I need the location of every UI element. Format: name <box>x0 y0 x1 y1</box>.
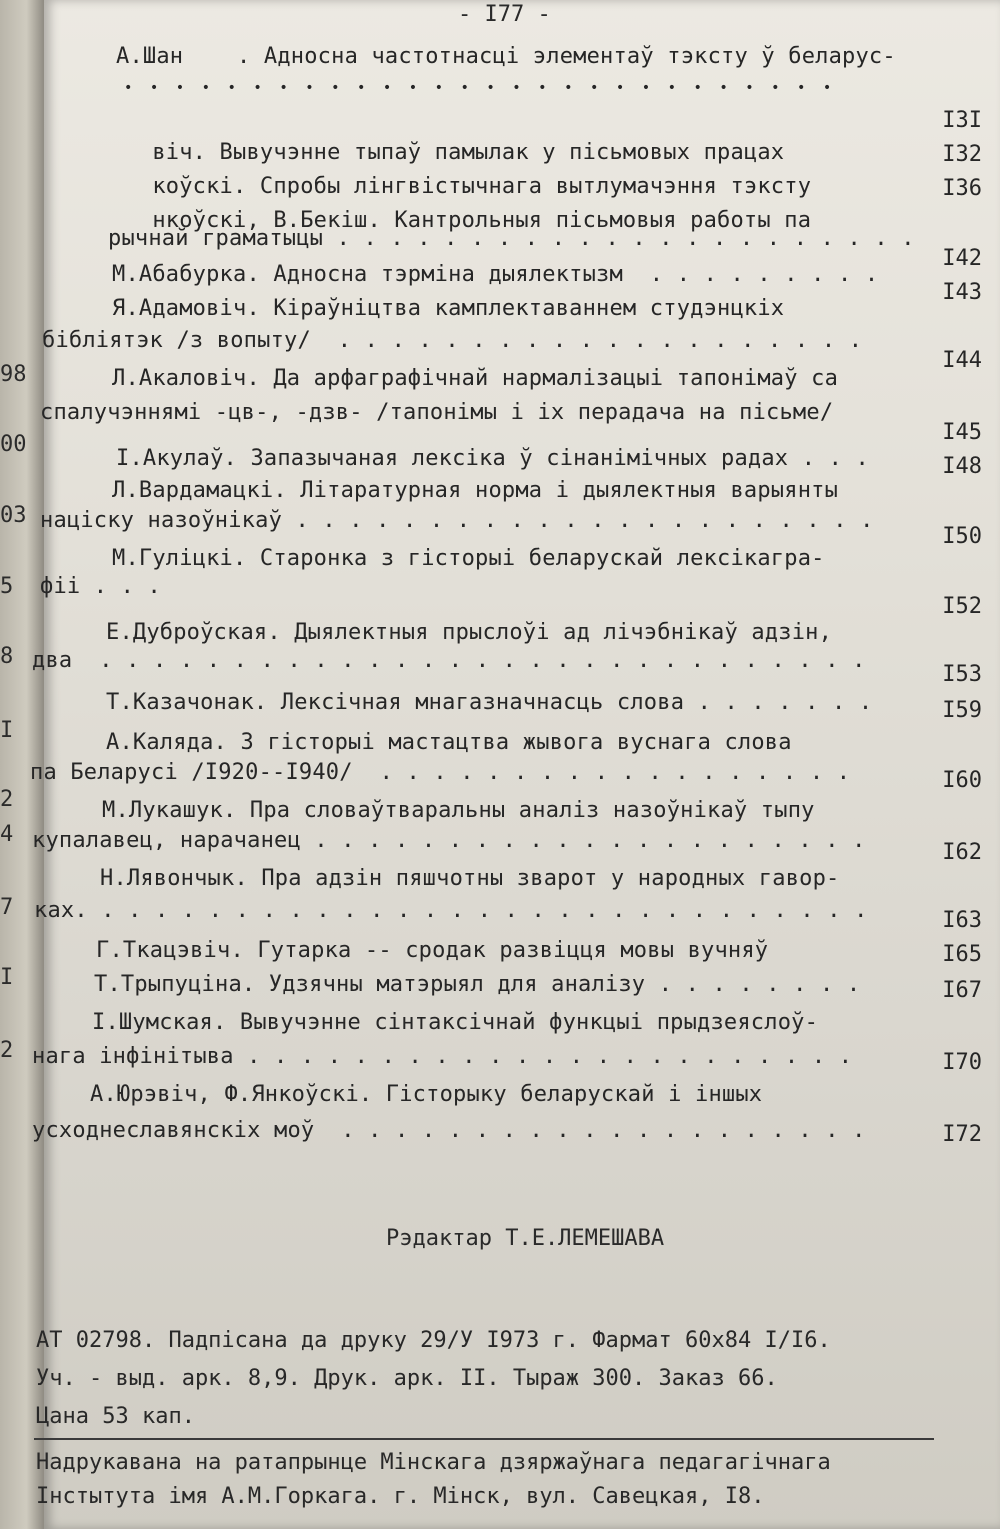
toc-line: бібліятэк /з вопыту/ . . . . . . . . . . . . . . . . . . . . <box>42 328 863 353</box>
toc-line: І.Шумская. Вывучэнне сінтаксічнай функцыі прыдзеяслоў- <box>92 1010 819 1035</box>
toc-page: I48 <box>942 454 982 479</box>
imprint-line: Уч. - выд. арк. 8,9. Друк. арк. II. Тыраж 300. Заказ 66. <box>36 1366 778 1391</box>
toc-line: фіі . . . <box>40 574 162 599</box>
divider-line <box>34 1438 934 1440</box>
margin-number: 2 <box>0 1038 14 1063</box>
toc-page: I50 <box>942 524 982 549</box>
toc-line: Л.Вардамацкі. Літаратурная норма і дыялектныя варыянты <box>112 478 839 503</box>
toc-page: I42 <box>942 246 982 271</box>
toc-line: Н.Лявончык. Пра адзін пяшчотны зварот у народных гавор- <box>100 866 840 891</box>
toc-page: I72 <box>942 1122 982 1147</box>
toc-page: I63 <box>942 908 982 933</box>
page-number: - I77 - <box>458 2 551 27</box>
toc-page: I3I <box>942 108 982 133</box>
imprint-line: АТ 02798. Падпісана да друку 29/У I973 г. Фармат 60x84 I/I6. <box>36 1328 831 1353</box>
toc-page: I59 <box>942 698 982 723</box>
imprint-line: Інстытута імя А.М.Горкага. г. Мінск, вул. Савецкая, I8. <box>36 1484 765 1509</box>
toc-line: коўскі. Спробы лінгвістычнага вытлумачэння тэксту <box>112 174 812 199</box>
margin-number: 03 <box>0 503 27 528</box>
toc-line: па Беларусі /I920--I940/ . . . . . . . . . . . . . . . . . . <box>30 760 851 785</box>
margin-number: 7 <box>0 895 14 920</box>
editor-credit: Рэдактар Т.Е.ЛЕМЕШАВА <box>386 1226 665 1251</box>
toc-line: нкоўскі, В.Бекіш. Кантрольныя пісьмовыя работы па <box>112 208 812 233</box>
toc-line: нага інфінітыва . . . . . . . . . . . . . . . . . . . . . . . <box>32 1044 853 1069</box>
toc-line: М.Абабурка. Адносна тэрміна дыялектызм . . . . . . . . . <box>112 262 879 287</box>
toc-page: I43 <box>942 280 982 305</box>
toc-line: Т.Трыпуціна. Удзячны матэрыял для аналізу . . . . . . . . <box>94 972 861 997</box>
toc-page: I32 <box>942 142 982 167</box>
toc-line: усходнеславянскіх моў . . . . . . . . . . . . . . . . . . . . <box>32 1118 866 1143</box>
toc-page: I60 <box>942 768 982 793</box>
margin-number: 00 <box>0 432 27 457</box>
toc-line: спалучэннямі -цв-, -дзв- /тапонімы і іх перадача на пісьме/ <box>40 400 834 425</box>
toc-line: М.Лукашук. Пра словаўтваральны аналіз назоўнікаў тыпу <box>102 798 815 823</box>
toc-page: I53 <box>942 662 982 687</box>
toc-line: рычнай граматыцы . . . . . . . . . . . . . . . . . . . . . . <box>108 226 915 251</box>
margin-number: 8 <box>0 644 14 669</box>
toc-page: I36 <box>942 176 982 201</box>
toc-page: I44 <box>942 348 982 373</box>
toc-line: М.Гуліцкі. Старонка з гісторыі беларускай лексікагра- <box>112 546 825 571</box>
toc-line: Л.Акаловіч. Да арфаграфічнай нармалізацыі тапонімаў са <box>112 366 839 391</box>
margin-number: 5 <box>0 574 14 599</box>
toc-line: два . . . . . . . . . . . . . . . . . . . . . . . . . . . . . <box>32 648 866 673</box>
toc-line: віч. Вывучэнне тыпаў памылак у пісьмовых працах <box>112 140 785 165</box>
toc-line: Г.Ткацэвіч. Гутарка -- сродак развіцця мовы вучняў <box>96 938 769 963</box>
margin-number: I <box>0 718 14 743</box>
imprint-line: Надрукавана на ратапрынце Мінскага дзяржаўнага педагагічнага <box>36 1450 831 1475</box>
toc-line: ках. . . . . . . . . . . . . . . . . . . . . . . . . . . . . . <box>34 898 868 923</box>
toc-line: А.Каляда. З гісторыі мастацтва жывога вуснага слова <box>106 730 792 755</box>
margin-number: 98 <box>0 362 27 387</box>
toc-line: Е.Дуброўская. Дыялектныя прыслоўі ад лічэбнікаў адзін, <box>106 620 833 645</box>
toc-page: I67 <box>942 978 982 1003</box>
toc-line: А.Юрэвіч, Ф.Янкоўскі. Гісторыку беларускай і іншых <box>90 1082 763 1107</box>
toc-line: Т.Казачонак. Лексічная мнагазначнасць слова . . . . . . . <box>106 690 873 715</box>
toc-line: купалавец, нарачанец . . . . . . . . . . . . . . . . . . . . . <box>32 828 866 853</box>
toc-page: I62 <box>942 840 982 865</box>
toc-page: I52 <box>942 594 982 619</box>
toc-page: I45 <box>942 420 982 445</box>
toc-line: А.Шан . Адносна частотнасці элементаў тэксту ў беларус- <box>116 44 896 69</box>
margin-number: 2 <box>0 787 14 812</box>
margin-number: 4 <box>0 822 14 847</box>
toc-leader: • • • • • • • • • • • • • • • • • • • • • • • • • • • • <box>124 80 832 96</box>
toc-line: Я.Адамовіч. Кіраўніцтва камплектаваннем студэнцкіх <box>112 296 785 321</box>
toc-line: націску назоўнікаў . . . . . . . . . . . . . . . . . . . . . . <box>40 508 874 533</box>
margin-number: I <box>0 965 14 990</box>
toc-line: І.Акулаў. Запазычаная лексіка ў сінанімічных радах . . . <box>116 446 869 471</box>
toc-page: I65 <box>942 942 982 967</box>
imprint-line: Цана 53 кап. <box>36 1404 195 1429</box>
document-page <box>30 0 1000 1529</box>
toc-page: I70 <box>942 1050 982 1075</box>
